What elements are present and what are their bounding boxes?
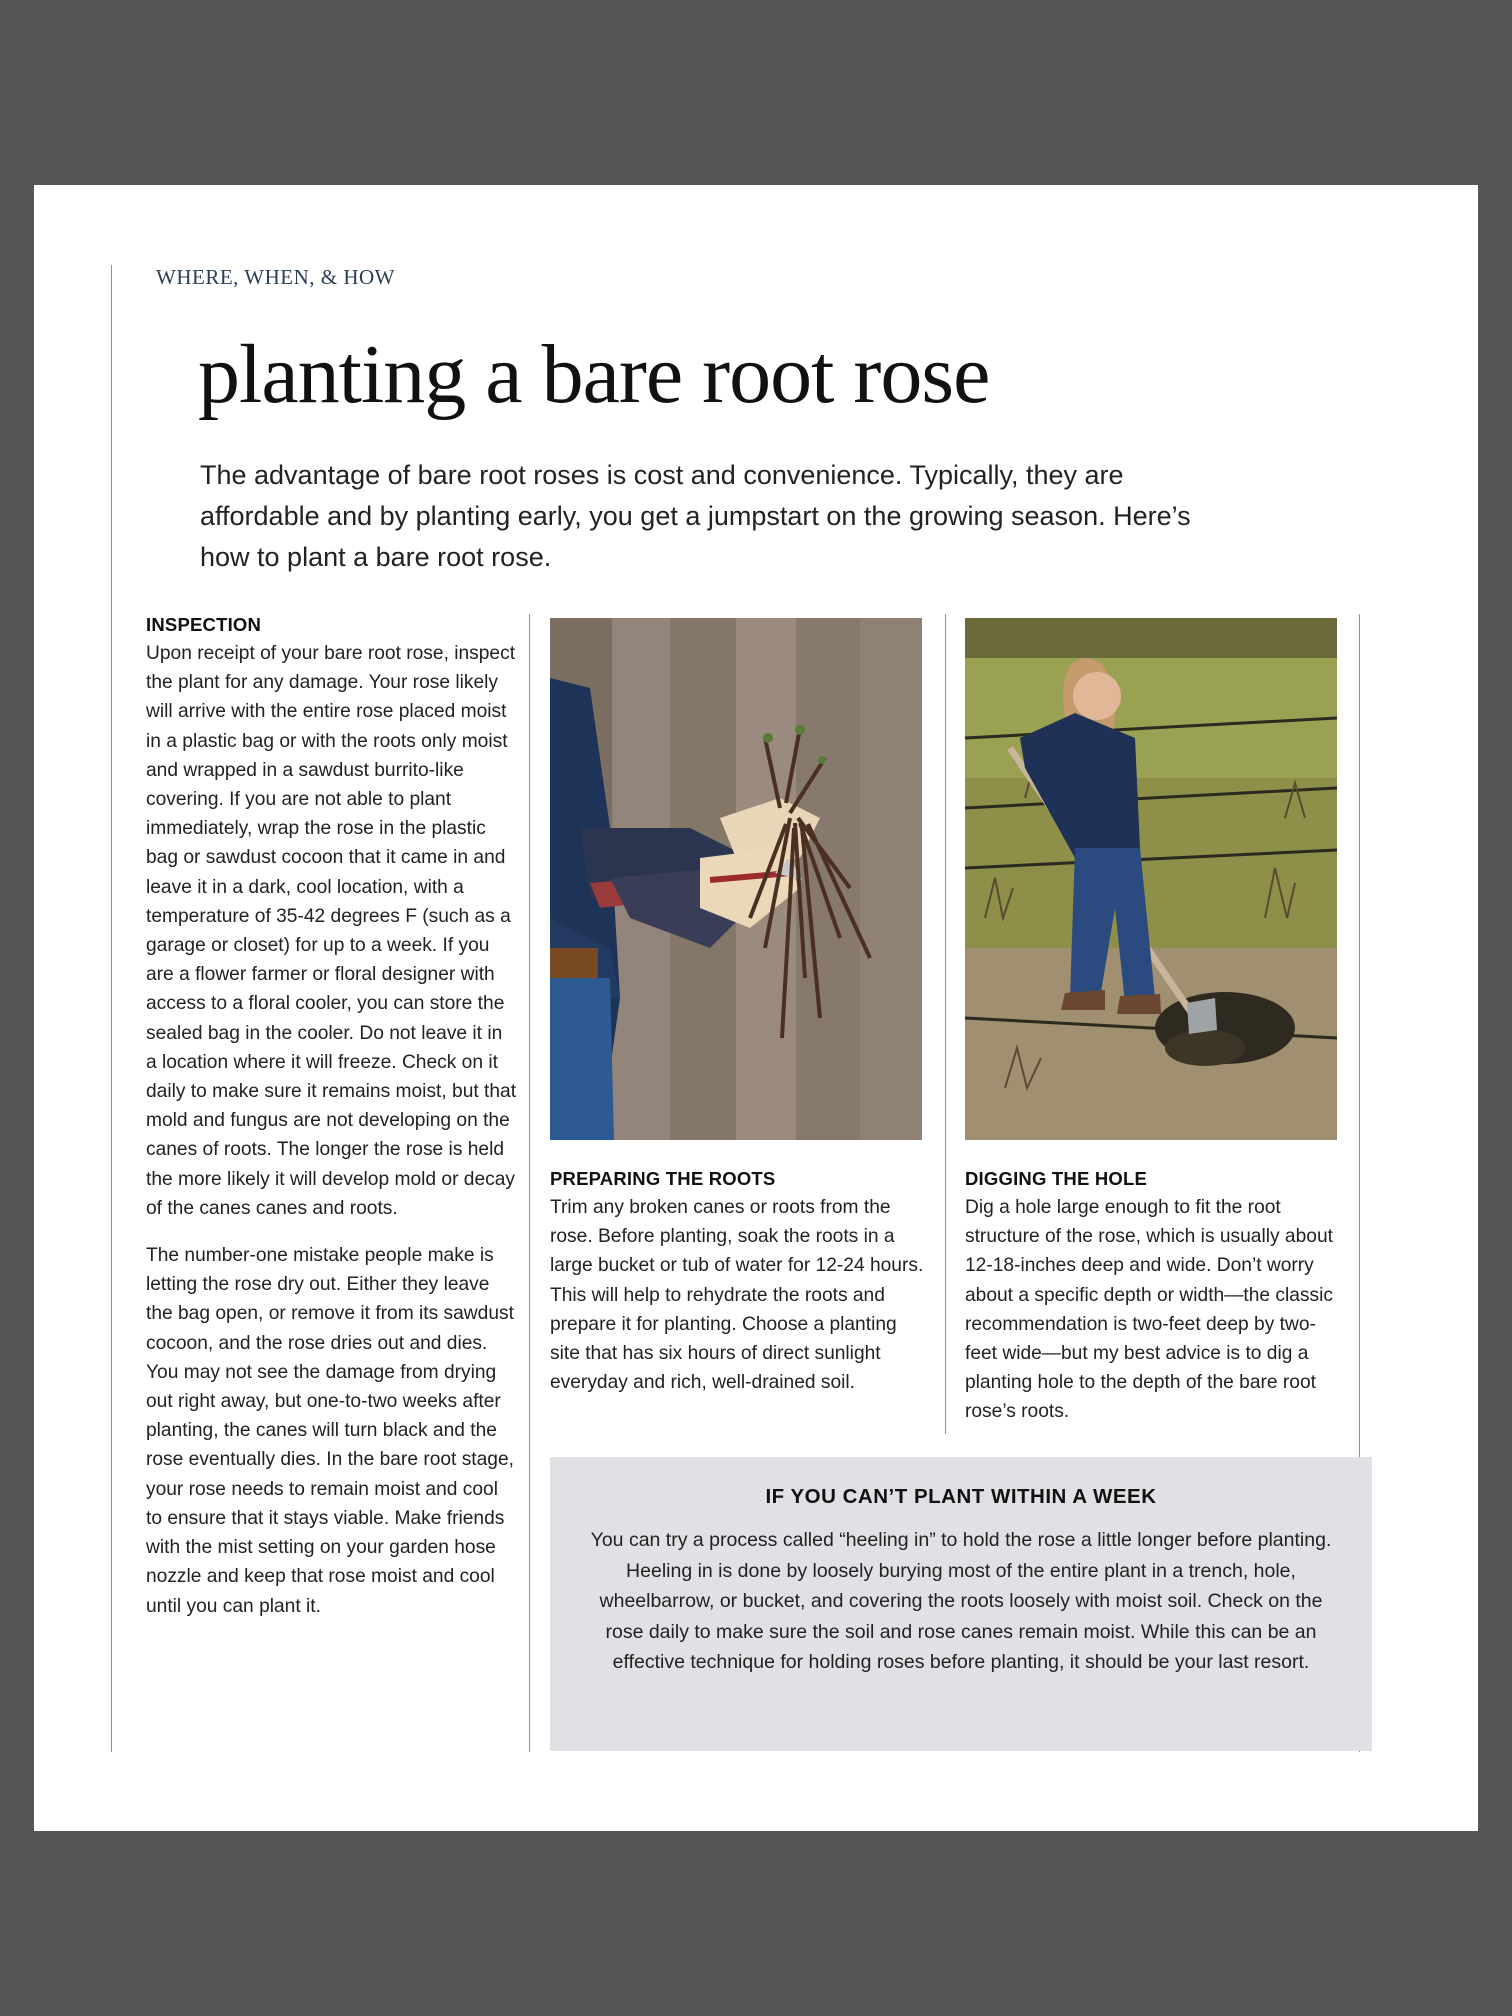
magazine-page [34,185,1478,1831]
digging-hole-column [965,1165,1345,1427]
inspection-column [146,611,518,1621]
column-rule-2 [945,614,946,1434]
intro-paragraph: The advantage of bare root roses is cost and convenience. Typically, they are affordable and by planting early, you get a jumpstart on the growing season. Here’s how to plant a bare root rose. [200,460,1191,572]
inspection-paragraph-1: Upon receipt of your bare root rose, inspect the plant for any damage. Your rose likely will arrive with the entire rose placed moist in a plastic bag or with the roots only moist and wrapped in a sawdust burrito-like covering. If you are not able to plant immediately, wrap the rose in the plastic bag or sawdust cocoon that it came in and leave it in a dark, cool location, with a temperature of 35-42 degrees F (such as a garage or closet) for up to a week. If you are a flower farmer or floral designer with access to a floral cooler, you can store the sealed bag in the cooler. Do not leave it in a location where it will freeze. Check on it daily to make sure it remains moist, but that mold and fungus are not developing on the canes of roots. The longer the rose is held the more likely it will develop mold or decay of the canes canes and roots. [146,643,517,1219]
left-rule [111,265,112,1752]
section-kicker: WHERE, WHEN, & HOW [156,265,395,289]
inspection-heading: INSPECTION [146,614,262,635]
bare-root-rose-illustration [550,618,922,1140]
page-title: planting a bare root rose [198,328,990,421]
preparing-roots-column [550,1165,928,1397]
callout-text: You can try a process called “heeling in” to hold the rose a little longer before planting. Heeling in is done by loosely burying most of the entire plant in a trench, hole, wheelbarrow, or bucket, and covering the roots loosely with moist soil. Check on the rose daily to make sure the soil and rose canes remain moist. While this can be an effective technique for holding roses before planting, it should be your last resort. [590,1529,1332,1673]
callout-heading: IF YOU CAN’T PLANT WITHIN A WEEK [765,1485,1157,1508]
photo-digging-hole [965,618,1337,1140]
column-rule-1 [529,614,530,1752]
digging-hole-illustration [965,618,1337,1140]
digging-hole-text: Dig a hole large enough to fit the root structure of the rose, which is usually about 12-18-inches deep and wide. Don’t worry about a specific depth or width—the classic recommendation is two-feet deep by two-feet wide—but my best advice is to dig a planting hole to the depth of the bare root rose’s roots. [965,1197,1333,1423]
preparing-roots-heading: PREPARING THE ROOTS [550,1168,776,1189]
inspection-paragraph-2: The number-one mistake people make is letting the rose dry out. Either they leave the bag open, or remove it from its sawdust cocoon, and the rose dries out and dies. You may not see the damage from drying out right away, but one-to-two weeks after planting, the canes will turn black and the rose eventually dies. In the bare root stage, your rose needs to remain moist and cool to ensure that it stays viable. Make friends with the mist setting on your garden hose nozzle and keep that rose moist and cool until you can plant it. [146,1245,514,1617]
heeling-in-callout [550,1457,1372,1751]
preparing-roots-text: Trim any broken canes or roots from the rose. Before planting, soak the roots in a large bucket or tub of water for 12-24 hours. This will help to rehydrate the roots and prepare it for planting. Choose a planting site that has six hours of direct sunlight everyday and rich, well-drained soil. [550,1197,924,1394]
photo-preparing-roots [550,618,922,1140]
digging-hole-heading: DIGGING THE HOLE [965,1168,1148,1189]
